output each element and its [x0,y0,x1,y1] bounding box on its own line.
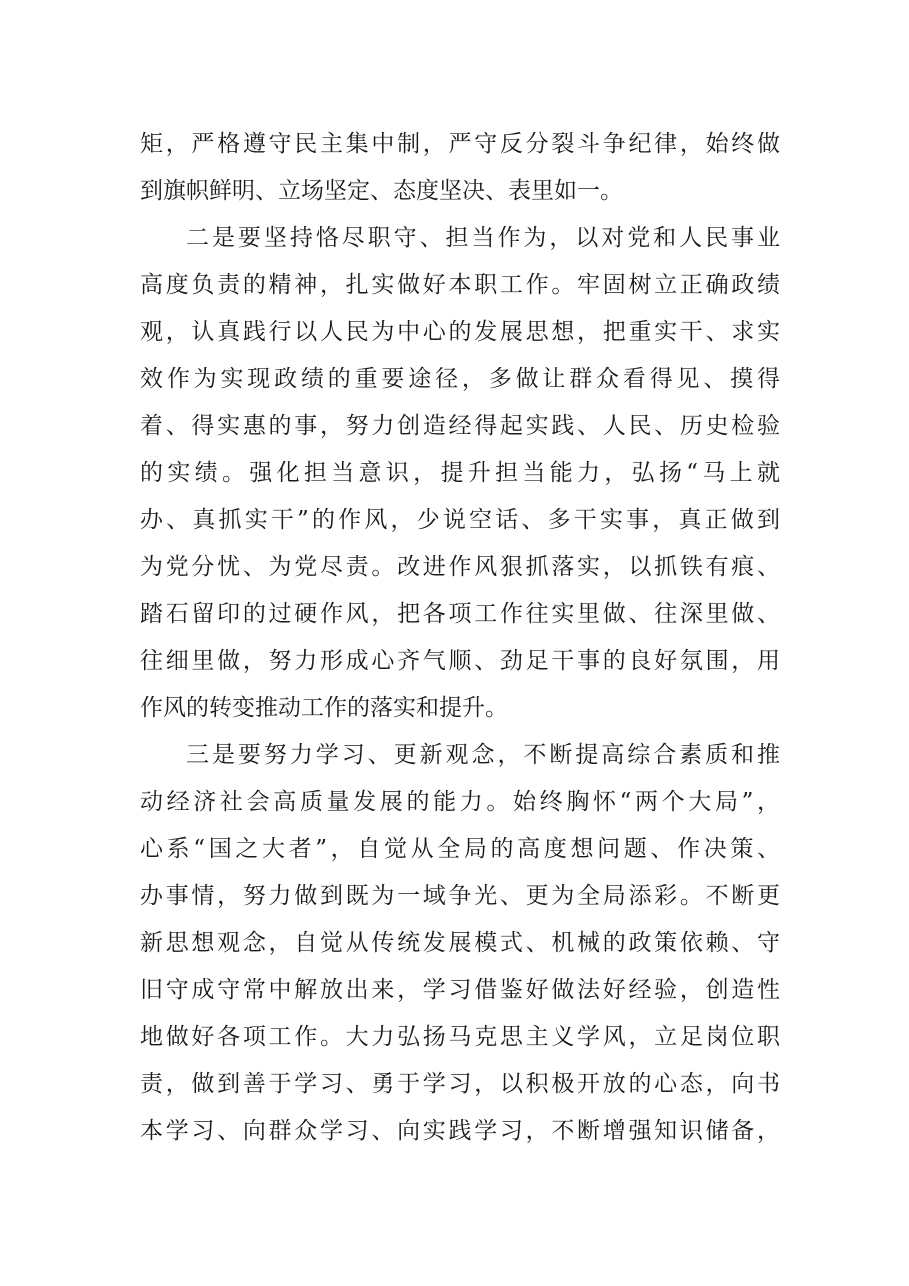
text-line: 本学习、向群众学习、向实践学习，不断增强知识储备， [140,1118,780,1144]
text-line: 的实绩。强化担当意识，提升担当能力，弘扬“马上就 [140,460,780,486]
text-line: 踏石留印的过硬作风，把各项工作往实里做、往深里做、 [140,601,780,627]
text-line: 作风的转变推动工作的落实和提升。 [140,695,508,721]
text-line: 效作为实现政绩的重要途径，多做让群众看得见、摸得 [140,366,780,392]
text-line: 心系“国之大者”，自觉从全局的高度想问题、作决策、 [140,836,780,862]
paragraph-start-line: 二是要坚持恪尽职守、担当作为，以对党和人民事业 [186,225,780,251]
text-line: 责，做到善于学习、勇于学习，以积极开放的心态，向书 [140,1071,780,1097]
text-line: 动经济社会高质量发展的能力。始终胸怀“两个大局”， [140,789,780,815]
text-line: 旧守成守常中解放出来，学习借鉴好做法好经验，创造性 [140,977,780,1003]
text-line: 往细里做，努力形成心齐气顺、劲足干事的良好氛围，用 [140,648,780,674]
text-line: 地做好各项工作。大力弘扬马克思主义学风，立足岗位职 [140,1024,780,1050]
paragraph-start-line: 三是要努力学习、更新观念，不断提高综合素质和推 [186,742,780,768]
text-line: 高度负责的精神，扎实做好本职工作。牢固树立正确政绩 [140,272,780,298]
text-line: 矩，严格遵守民主集中制，严守反分裂斗争纪律，始终做 [140,131,780,157]
text-line: 到旗帜鲜明、立场坚定、态度坚决、表里如一。 [140,178,623,204]
text-line: 着、得实惠的事，努力创造经得起实践、人民、历史检验 [140,413,780,439]
text-line: 新思想观念，自觉从传统发展模式、机械的政策依赖、守 [140,930,780,956]
text-line: 观，认真践行以人民为中心的发展思想，把重实干、求实 [140,319,780,345]
text-line: 为党分忧、为党尽责。改进作风狠抓落实，以抓铁有痕、 [140,554,780,580]
document-body [140,121,780,1155]
text-line: 办事情，努力做到既为一域争光、更为全局添彩。不断更 [140,883,780,909]
text-line: 办、真抓实干”的作风，少说空话、多干实事，真正做到 [140,507,780,533]
